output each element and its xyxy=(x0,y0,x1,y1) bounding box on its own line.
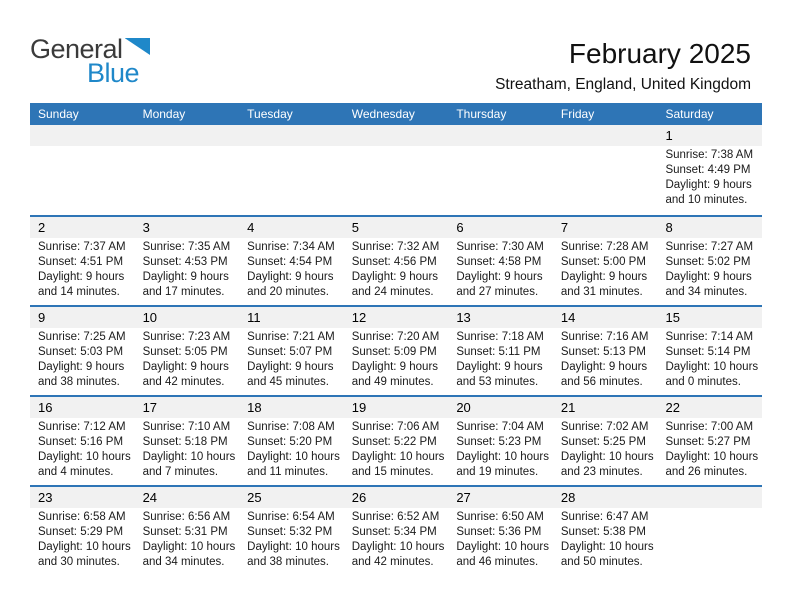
day-detail-line: Daylight: 9 hours xyxy=(456,361,543,373)
day-cell xyxy=(239,217,344,305)
day-detail-line: Sunset: 5:03 PM xyxy=(38,346,124,358)
day-number: 11 xyxy=(239,307,344,328)
day-detail-line: Daylight: 9 hours xyxy=(142,361,229,373)
day-details xyxy=(553,508,658,570)
week-row xyxy=(30,215,762,305)
day-detail-line: Sunset: 5:22 PM xyxy=(351,436,437,448)
day-detail-line: Daylight: 10 hours xyxy=(247,451,340,463)
day-detail-line: Sunrise: 7:25 AM xyxy=(38,331,126,343)
empty-day-cell xyxy=(657,487,762,575)
day-cell xyxy=(30,487,135,575)
day-detail-line: Sunrise: 7:23 AM xyxy=(142,331,231,343)
day-cell xyxy=(448,217,553,305)
day-cell xyxy=(553,307,658,395)
day-number: 24 xyxy=(135,487,240,508)
day-detail-line: Sunrise: 6:52 AM xyxy=(351,511,440,523)
day-number: 10 xyxy=(135,307,240,328)
day-detail-line: Sunrise: 7:30 AM xyxy=(456,241,544,253)
day-details xyxy=(344,146,449,148)
day-details xyxy=(239,418,344,480)
weekday-label-sunday: Sunday xyxy=(38,107,79,121)
day-cell xyxy=(239,397,344,485)
day-cell xyxy=(657,307,762,395)
day-detail-line: Daylight: 10 hours xyxy=(351,451,445,463)
day-detail-line: and 38 minutes. xyxy=(38,376,120,388)
day-number: 23 xyxy=(30,487,135,508)
day-detail-line: and 56 minutes. xyxy=(560,376,643,388)
day-cell xyxy=(30,397,135,485)
day-details xyxy=(344,328,449,390)
day-detail-line: Sunset: 5:31 PM xyxy=(142,526,228,538)
day-details xyxy=(448,418,553,480)
day-detail-line: and 50 minutes. xyxy=(560,556,643,568)
day-details xyxy=(135,418,240,480)
day-detail-line: Sunrise: 7:10 AM xyxy=(142,421,231,433)
day-number: 6 xyxy=(448,217,553,238)
day-detail-line: Sunset: 5:38 PM xyxy=(560,526,646,538)
day-cell xyxy=(135,217,240,305)
day-cell xyxy=(448,487,553,575)
day-number xyxy=(239,125,344,146)
day-cell xyxy=(344,217,449,305)
day-number: 2 xyxy=(30,217,135,238)
day-cell xyxy=(657,217,762,305)
day-detail-line: Sunrise: 7:12 AM xyxy=(38,421,126,433)
day-detail-line: Daylight: 9 hours xyxy=(665,179,752,191)
day-details xyxy=(30,328,135,390)
day-number: 8 xyxy=(657,217,762,238)
day-number: 25 xyxy=(239,487,344,508)
weekday-header-row xyxy=(30,103,762,125)
day-number xyxy=(135,125,240,146)
empty-day-cell xyxy=(344,125,449,215)
logo-triangle-icon xyxy=(125,38,150,55)
day-number: 18 xyxy=(239,397,344,418)
day-detail-line: and 27 minutes. xyxy=(456,286,539,298)
day-detail-line: and 7 minutes. xyxy=(142,466,219,478)
day-details xyxy=(30,418,135,480)
day-cell xyxy=(239,487,344,575)
day-details xyxy=(30,508,135,570)
day-number: 13 xyxy=(448,307,553,328)
day-number xyxy=(553,125,658,146)
day-details xyxy=(448,328,553,390)
day-number: 22 xyxy=(657,397,762,418)
day-number: 26 xyxy=(344,487,449,508)
day-detail-line: Daylight: 9 hours xyxy=(456,271,543,283)
day-detail-line: and 14 minutes. xyxy=(38,286,120,298)
day-detail-line: Sunset: 5:36 PM xyxy=(456,526,542,538)
day-detail-line: Sunrise: 7:08 AM xyxy=(247,421,335,433)
weekday-label-tuesday: Tuesday xyxy=(247,107,293,121)
day-details xyxy=(448,508,553,570)
day-detail-line: Sunset: 5:16 PM xyxy=(38,436,124,448)
day-detail-line: Daylight: 9 hours xyxy=(351,271,439,283)
day-detail-line: Sunrise: 7:37 AM xyxy=(38,241,126,253)
day-detail-line: Sunrise: 6:56 AM xyxy=(142,511,231,523)
day-cell xyxy=(239,307,344,395)
weekday-label-thursday: Thursday xyxy=(456,107,507,121)
day-detail-line: Daylight: 10 hours xyxy=(38,541,131,553)
day-details xyxy=(553,418,658,480)
day-detail-line: Sunrise: 6:54 AM xyxy=(247,511,335,523)
day-detail-line: Sunset: 5:13 PM xyxy=(560,346,646,358)
day-detail-line: Sunrise: 7:34 AM xyxy=(247,241,335,253)
day-details xyxy=(30,146,135,148)
day-detail-line: Sunset: 4:51 PM xyxy=(38,256,124,268)
day-detail-line: Sunset: 5:25 PM xyxy=(560,436,646,448)
empty-day-cell xyxy=(239,125,344,215)
day-detail-line: Sunrise: 7:21 AM xyxy=(247,331,335,343)
weekday-label-wednesday: Wednesday xyxy=(351,107,415,121)
day-details xyxy=(657,508,762,510)
week-row xyxy=(30,125,762,215)
day-cell xyxy=(135,397,240,485)
day-number: 21 xyxy=(553,397,658,418)
day-detail-line: Daylight: 10 hours xyxy=(456,451,550,463)
day-detail-line: and 15 minutes. xyxy=(351,466,434,478)
day-detail-line: and 0 minutes. xyxy=(665,376,741,388)
day-detail-line: Daylight: 10 hours xyxy=(665,361,759,373)
day-detail-line: and 17 minutes. xyxy=(142,286,225,298)
day-number xyxy=(344,125,449,146)
day-details xyxy=(239,508,344,570)
day-detail-line: Sunset: 4:49 PM xyxy=(665,164,751,176)
day-detail-line: Sunset: 5:20 PM xyxy=(247,436,333,448)
day-detail-line: Sunset: 5:34 PM xyxy=(351,526,437,538)
day-detail-line: Daylight: 10 hours xyxy=(351,541,445,553)
day-details xyxy=(553,328,658,390)
day-detail-line: and 49 minutes. xyxy=(351,376,434,388)
empty-day-cell xyxy=(448,125,553,215)
day-detail-line: and 20 minutes. xyxy=(247,286,329,298)
day-detail-line: Sunset: 5:23 PM xyxy=(456,436,542,448)
day-cell xyxy=(448,397,553,485)
day-detail-line: Sunset: 4:54 PM xyxy=(247,256,333,268)
day-details xyxy=(657,238,762,300)
day-number: 28 xyxy=(553,487,658,508)
day-detail-line: Daylight: 10 hours xyxy=(142,451,236,463)
day-detail-line: and 23 minutes. xyxy=(560,466,643,478)
day-number xyxy=(30,125,135,146)
day-detail-line: and 46 minutes. xyxy=(456,556,539,568)
day-detail-line: and 26 minutes. xyxy=(665,466,748,478)
day-detail-line: Sunrise: 7:00 AM xyxy=(665,421,754,433)
day-detail-line: Daylight: 9 hours xyxy=(38,361,125,373)
day-detail-line: Sunrise: 6:50 AM xyxy=(456,511,544,523)
day-detail-line: Sunrise: 7:02 AM xyxy=(560,421,649,433)
day-detail-line: and 10 minutes. xyxy=(665,194,748,206)
day-detail-line: Sunset: 5:02 PM xyxy=(665,256,751,268)
weekday-label-friday: Friday xyxy=(560,107,595,121)
day-details xyxy=(448,238,553,300)
day-detail-line: Sunrise: 7:27 AM xyxy=(665,241,754,253)
weekday-label-saturday: Saturday xyxy=(665,107,714,121)
day-details xyxy=(239,146,344,148)
day-details xyxy=(657,418,762,480)
empty-day-cell xyxy=(135,125,240,215)
day-number: 4 xyxy=(239,217,344,238)
day-detail-line: Sunrise: 7:16 AM xyxy=(560,331,649,343)
day-details xyxy=(135,146,240,148)
day-detail-line: Sunset: 4:56 PM xyxy=(351,256,437,268)
day-detail-line: Daylight: 10 hours xyxy=(247,541,340,553)
day-detail-line: Sunrise: 7:14 AM xyxy=(665,331,754,343)
day-number: 20 xyxy=(448,397,553,418)
day-details xyxy=(239,328,344,390)
day-detail-line: and 24 minutes. xyxy=(351,286,434,298)
day-detail-line: and 42 minutes. xyxy=(142,376,225,388)
day-detail-line: Daylight: 9 hours xyxy=(560,361,648,373)
day-number: 5 xyxy=(344,217,449,238)
day-detail-line: Sunrise: 7:38 AM xyxy=(665,149,754,161)
day-detail-line: Sunrise: 7:04 AM xyxy=(456,421,544,433)
day-detail-line: and 19 minutes. xyxy=(456,466,539,478)
day-cell xyxy=(135,307,240,395)
day-details xyxy=(553,146,658,148)
empty-day-cell xyxy=(553,125,658,215)
day-number: 15 xyxy=(657,307,762,328)
day-detail-line: Daylight: 10 hours xyxy=(560,541,654,553)
general-blue-logo xyxy=(30,34,150,88)
day-cell xyxy=(553,397,658,485)
day-cell xyxy=(30,217,135,305)
day-details xyxy=(344,418,449,480)
empty-day-cell xyxy=(30,125,135,215)
day-detail-line: and 53 minutes. xyxy=(456,376,539,388)
day-detail-line: Sunset: 5:05 PM xyxy=(142,346,228,358)
day-detail-line: Sunset: 5:07 PM xyxy=(247,346,333,358)
day-cell xyxy=(30,307,135,395)
day-details xyxy=(135,328,240,390)
day-detail-line: Sunset: 5:00 PM xyxy=(560,256,646,268)
day-detail-line: Daylight: 10 hours xyxy=(142,541,236,553)
day-detail-line: and 30 minutes. xyxy=(38,556,120,568)
logo-word-general: General xyxy=(30,34,123,64)
day-details xyxy=(344,238,449,300)
day-number: 17 xyxy=(135,397,240,418)
logo-word-blue: Blue xyxy=(87,58,140,88)
day-number: 3 xyxy=(135,217,240,238)
day-detail-line: Daylight: 10 hours xyxy=(38,451,131,463)
day-detail-line: Sunrise: 7:28 AM xyxy=(560,241,649,253)
day-details xyxy=(657,146,762,208)
day-cell xyxy=(553,487,658,575)
day-detail-line: and 11 minutes. xyxy=(247,466,329,478)
day-detail-line: Sunrise: 6:47 AM xyxy=(560,511,649,523)
day-details xyxy=(30,238,135,300)
day-detail-line: Sunset: 5:29 PM xyxy=(38,526,124,538)
day-detail-line: and 45 minutes. xyxy=(247,376,329,388)
day-details xyxy=(239,238,344,300)
day-cell xyxy=(344,307,449,395)
day-detail-line: Daylight: 9 hours xyxy=(247,271,334,283)
day-detail-line: Sunset: 4:53 PM xyxy=(142,256,228,268)
day-detail-line: Sunrise: 7:35 AM xyxy=(142,241,231,253)
day-details xyxy=(135,238,240,300)
day-cell xyxy=(553,217,658,305)
day-detail-line: and 34 minutes. xyxy=(142,556,225,568)
day-detail-line: Sunset: 5:18 PM xyxy=(142,436,228,448)
weekday-label-monday: Monday xyxy=(142,107,186,121)
day-details xyxy=(657,328,762,390)
day-detail-line: Sunset: 4:58 PM xyxy=(456,256,542,268)
day-number: 14 xyxy=(553,307,658,328)
day-cell xyxy=(135,487,240,575)
day-detail-line: and 38 minutes. xyxy=(247,556,329,568)
day-detail-line: Sunrise: 7:18 AM xyxy=(456,331,544,343)
day-number xyxy=(448,125,553,146)
day-number: 9 xyxy=(30,307,135,328)
day-number: 7 xyxy=(553,217,658,238)
day-detail-line: Daylight: 9 hours xyxy=(351,361,439,373)
day-detail-line: and 34 minutes. xyxy=(665,286,748,298)
day-detail-line: Sunset: 5:09 PM xyxy=(351,346,437,358)
day-detail-line: Daylight: 10 hours xyxy=(456,541,550,553)
day-detail-line: Sunrise: 7:20 AM xyxy=(351,331,440,343)
day-number xyxy=(657,487,762,508)
week-row xyxy=(30,395,762,485)
day-detail-line: Sunset: 5:11 PM xyxy=(456,346,541,358)
day-number: 19 xyxy=(344,397,449,418)
day-number: 27 xyxy=(448,487,553,508)
day-details xyxy=(448,146,553,148)
day-detail-line: Daylight: 10 hours xyxy=(560,451,654,463)
day-cell xyxy=(657,397,762,485)
calendar-weeks xyxy=(30,125,762,575)
day-detail-line: Daylight: 9 hours xyxy=(38,271,125,283)
day-cell xyxy=(344,397,449,485)
calendar-grid xyxy=(30,103,762,575)
day-detail-line: Sunrise: 6:58 AM xyxy=(38,511,126,523)
day-detail-line: Daylight: 9 hours xyxy=(665,271,752,283)
location-subtitle: Streatham, England, United Kingdom xyxy=(495,76,751,93)
day-detail-line: Sunset: 5:14 PM xyxy=(665,346,751,358)
week-row xyxy=(30,305,762,395)
day-detail-line: Daylight: 10 hours xyxy=(665,451,759,463)
day-number: 16 xyxy=(30,397,135,418)
day-detail-line: Sunrise: 7:06 AM xyxy=(351,421,440,433)
day-detail-line: and 4 minutes. xyxy=(38,466,114,478)
day-number: 12 xyxy=(344,307,449,328)
day-number: 1 xyxy=(657,125,762,146)
month-title: February 2025 xyxy=(568,38,751,69)
day-details xyxy=(135,508,240,570)
week-row xyxy=(30,485,762,575)
day-cell xyxy=(448,307,553,395)
day-cell xyxy=(657,125,762,215)
day-details xyxy=(553,238,658,300)
day-detail-line: and 31 minutes. xyxy=(560,286,643,298)
day-details xyxy=(344,508,449,570)
day-detail-line: Sunset: 5:32 PM xyxy=(247,526,333,538)
day-cell xyxy=(344,487,449,575)
day-detail-line: and 42 minutes. xyxy=(351,556,434,568)
day-detail-line: Daylight: 9 hours xyxy=(142,271,229,283)
day-detail-line: Sunrise: 7:32 AM xyxy=(351,241,440,253)
day-detail-line: Sunset: 5:27 PM xyxy=(665,436,751,448)
day-detail-line: Daylight: 9 hours xyxy=(560,271,648,283)
day-detail-line: Daylight: 9 hours xyxy=(247,361,334,373)
